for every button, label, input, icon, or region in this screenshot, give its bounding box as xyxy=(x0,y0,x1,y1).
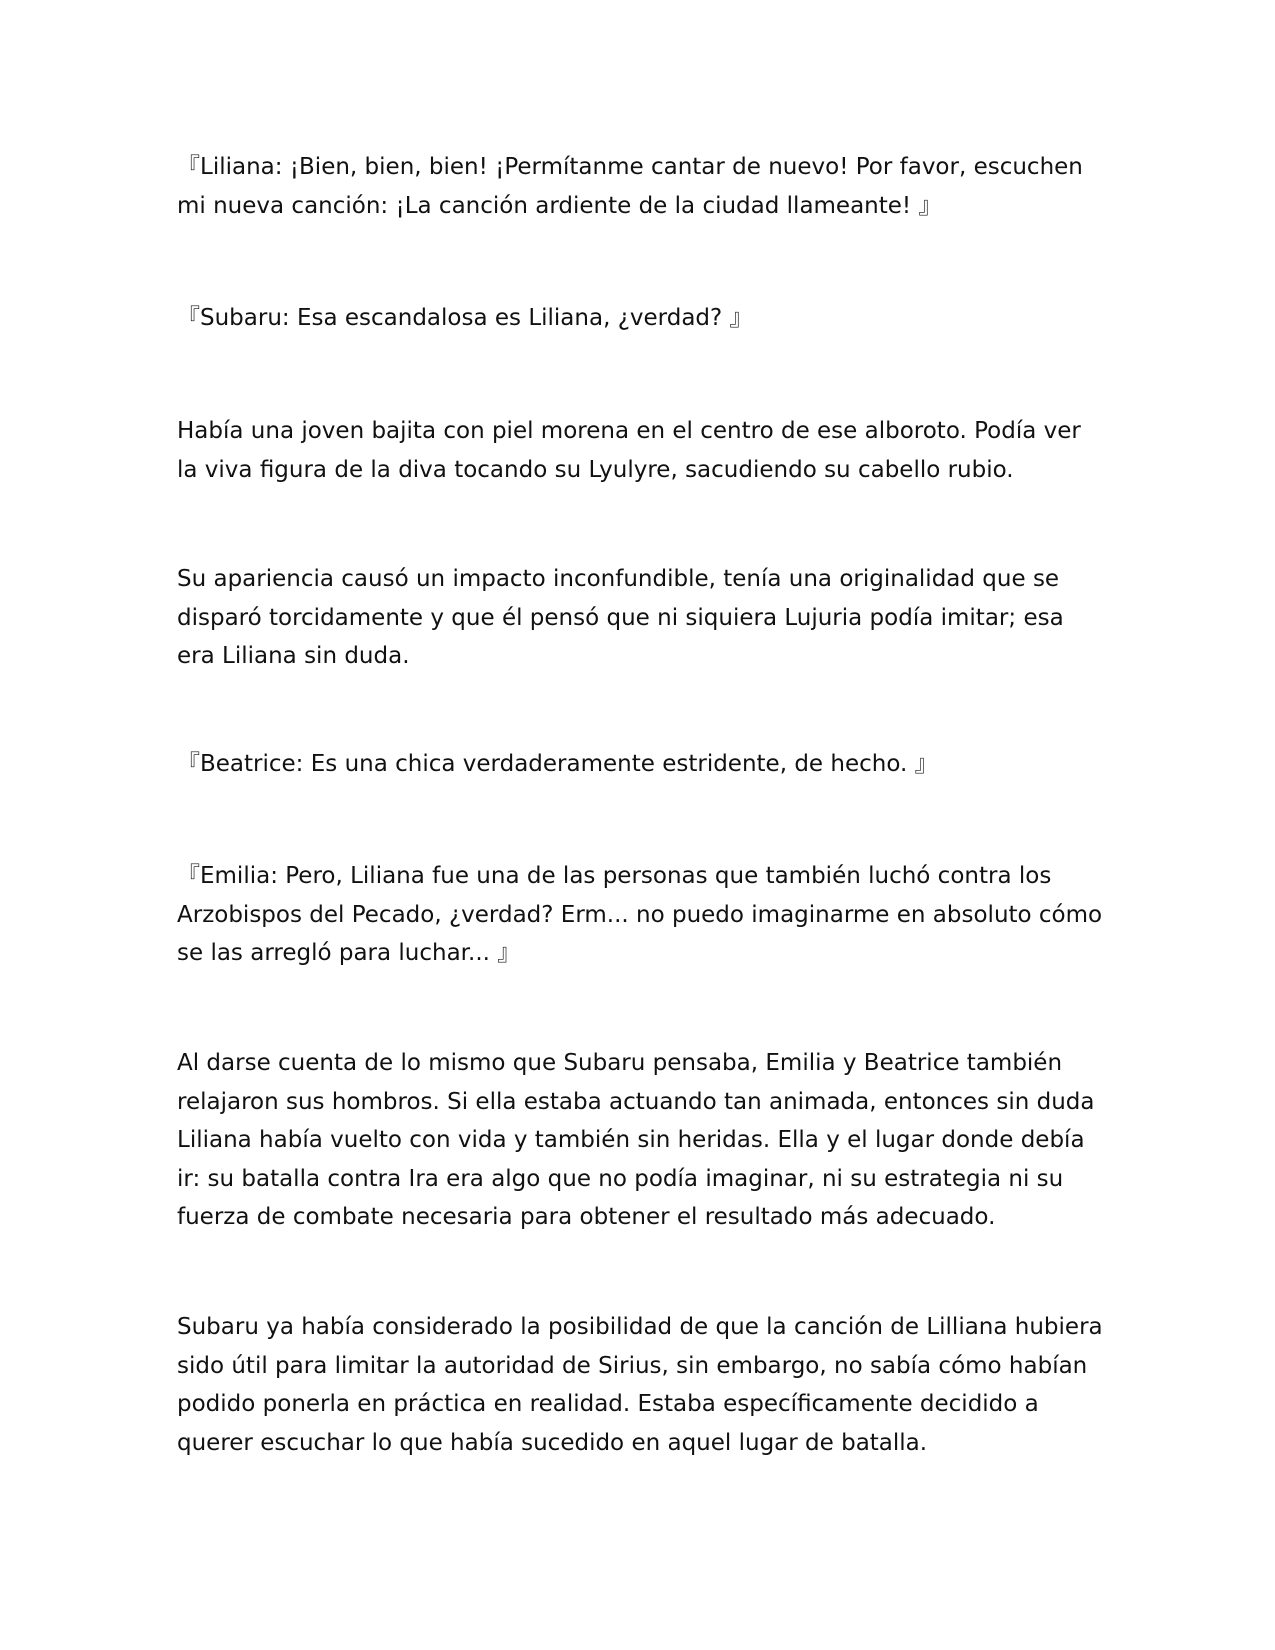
paragraph-emilia-dialogue: 『Emilia: Pero, Liliana fue una de las personas que también luchó contra los Arzobispos del Pecado, ¿verdad? Erm... no puedo imaginarme en absoluto cómo se las arregló para luchar... 』 xyxy=(177,863,1103,966)
paragraph-beatrice-dialogue: 『Beatrice: Es una chica verdaderamente estridente, de hecho. 』 xyxy=(177,751,938,777)
paragraph-narration-relief: Al darse cuenta de lo mismo que Subaru pensaba, Emilia y Beatrice también relajaron sus hombros. Si ella estaba actuando tan animada, entonces sin duda Liliana había vuelto con vida y también sin heridas. Ella y el lugar donde debía ir: su batalla contra Ira era algo que no podía imaginar, ni su estrategia ni su fuerza de combate necesaria para obtener el resultado más adecuado. xyxy=(177,1050,1095,1230)
paragraph-subaru-dialogue: 『Subaru: Esa escandalosa es Liliana, ¿verdad? 』 xyxy=(177,305,753,331)
paragraph-narration-subaru: Subaru ya había considerado la posibilidad de que la canción de Lilliana hubiera sido útil para limitar la autoridad de Sirius, sin embargo, no sabía cómo habían podido ponerla en práctica en realidad. Estaba específicamente decidido a querer escuchar lo que había sucedido en aquel lugar de batalla. xyxy=(177,1314,1103,1456)
paragraph-narration-diva: Había una joven bajita con piel morena en el centro de ese alboroto. Podía ver la viva figura de la diva tocando su Lyulyre, sacudiendo su cabello rubio. xyxy=(177,418,1081,483)
paragraph-narration-appearance: Su apariencia causó un impacto inconfundible, tenía una originalidad que se disparó torcidamente y que él pensó que ni siquiera Lujuria podía imitar; esa era Liliana sin duda. xyxy=(177,566,1064,669)
paragraph-liliana-dialogue: 『Liliana: ¡Bien, bien, bien! ¡Permítanme cantar de nuevo! Por favor, escuchen mi nueva canción: ¡La canción ardiente de la ciudad llameante! 』 xyxy=(177,154,1083,219)
